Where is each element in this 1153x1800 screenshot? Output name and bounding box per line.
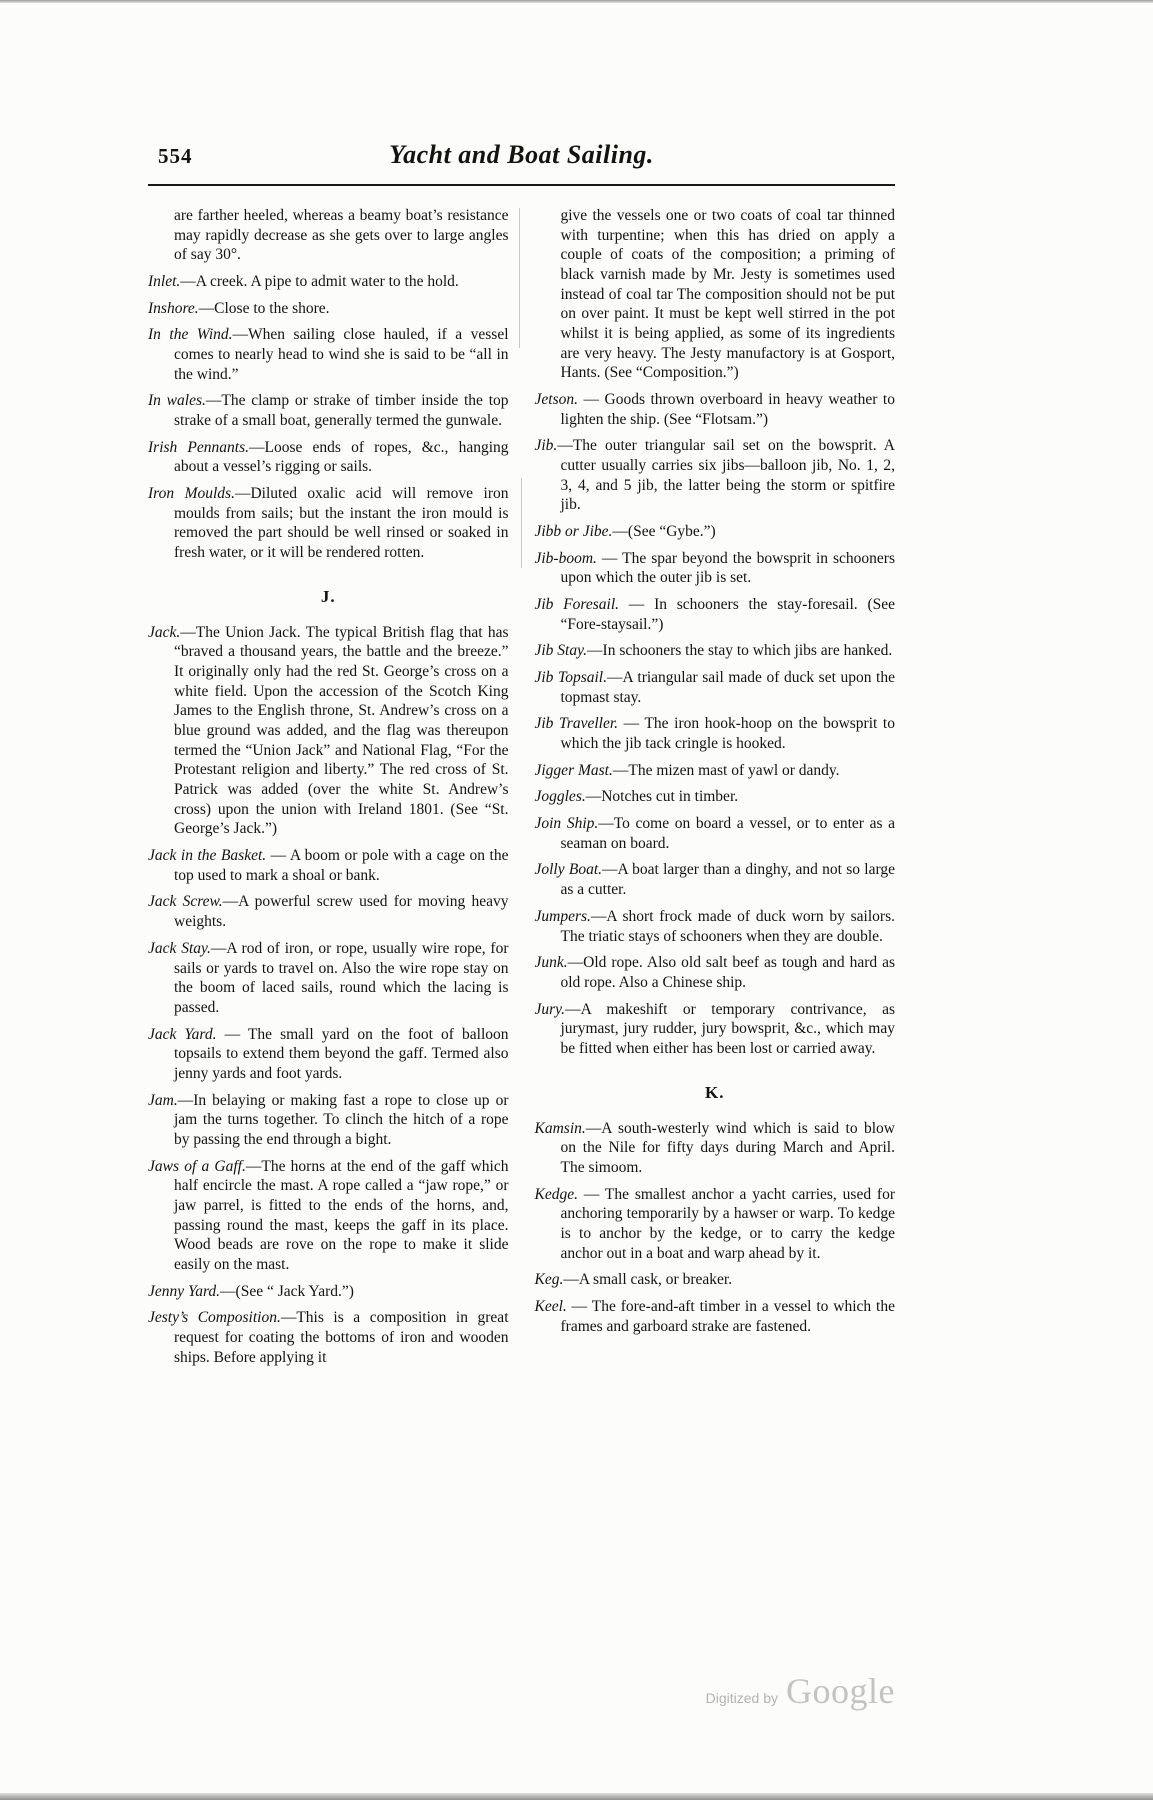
entry-definition: —The Union Jack. The typical British flag that has “braved a thousand years, the battle and the breeze.” It originally only had the red St. George’s cross on a white field. Upon the accession of the Scotch King James to the English throne, St. Andrew’s cross on a blue ground was added, and the flag was thereupon termed the “Union Jack” and National Flag, “For the Protestant religion and liberty.” The red cross of St. Patrick was added (over the white St. Andrew’s cross) upon the union with Ireland 1801. (See “St. George’s Jack.”) — [174, 623, 509, 838]
entry-definition: —Loose ends of ropes, &c., hanging about a vessel’s rigging or sails. — [174, 438, 509, 476]
entry-definition: — The small yard on the foot of balloon topsails to extend them beyond the gaff. Termed also jenny yards and foot yards. — [174, 1025, 509, 1082]
entry-definition: —Close to the shore. — [198, 299, 330, 317]
glossary-entry — [535, 953, 896, 992]
entry-term: Jumpers. — [534, 907, 591, 925]
entry-definition: —A short frock made of duck worn by sailors. The triatic stays of schooners when they are double. — [560, 907, 895, 945]
glossary-entry — [535, 860, 896, 899]
entry-term: Jaws of a Gaff. — [148, 1157, 246, 1175]
glossary-entry — [535, 522, 896, 542]
entry-definition: — The iron hook-hoop on the bowsprit to which the jib tack cringle is hooked. — [560, 715, 895, 753]
glossary-entry — [535, 1297, 896, 1336]
entry-term: Jack Yard. — [148, 1025, 217, 1043]
entry-term: In the Wind. — [148, 326, 233, 344]
glossary-entry — [148, 892, 509, 931]
entry-term: Kamsin. — [534, 1119, 586, 1137]
entry-term: Jack Stay. — [148, 939, 211, 957]
entry-definition: —The clamp or strake of timber inside the top strake of a small boat, generally termed the gunwale. — [174, 392, 509, 430]
entry-definition: —The outer triangular sail set on the bowsprit. A cutter usually carries six jibs—balloon jib, No. 1, 2, 3, 4, and 5 jib, the latter being the storm or spitfire jib. — [557, 437, 895, 514]
glossary-entry — [535, 595, 896, 634]
entry-term: Inlet. — [148, 273, 181, 291]
glossary-entry — [535, 714, 896, 753]
entry-term: Junk. — [534, 954, 568, 972]
entry-definition: — The fore-and-aft timber in a vessel to which the frames and garboard strake are fastened. — [560, 1297, 895, 1335]
google-logo: Google — [786, 1671, 895, 1711]
entry-definition: —This is a composition in great request for coating the bottoms of iron and wooden ships. Before applying it — [174, 1309, 509, 1366]
entry-definition: —A triangular sail made of duck set upon the topmast stay. — [560, 669, 895, 706]
glossary-entry — [148, 272, 509, 292]
entry-definition: —A powerful screw used for moving heavy weights. — [174, 893, 509, 931]
glossary-entry — [148, 1282, 509, 1302]
section-heading: K. — [705, 1082, 725, 1102]
glossary-entry — [535, 390, 896, 429]
glossary-entry — [148, 1025, 509, 1084]
entry-term: Jib Topsail. — [534, 669, 607, 687]
glossary-entry — [535, 641, 896, 661]
glossary-entry — [535, 668, 896, 707]
glossary-entry — [535, 814, 896, 853]
page-title: Yacht and Boat Sailing. — [389, 140, 654, 169]
entry-term: In wales. — [148, 392, 206, 410]
entry-definition: —A rod of iron, or rope, usually wire rope, for sails or yards to travel on. Also the wire rope stay on the boom of laced sails, round which the lacing is passed. — [174, 939, 509, 1016]
entry-term: Jesty’s Composition. — [148, 1309, 281, 1327]
glossary-entry — [535, 907, 896, 946]
column-divider-mark — [519, 208, 520, 348]
column-divider-mark — [521, 478, 522, 568]
entry-definition: —A makeshift or temporary contrivance, as jurymast, jury rudder, jury bowsprit, &c., which may be fitted when either has been lost or carried away. — [560, 1000, 895, 1057]
glossary-entry — [148, 1157, 509, 1275]
text-columns — [148, 206, 895, 1374]
entry-definition: — The spar beyond the bowsprit in schooners upon which the outer jib is set. — [560, 549, 895, 587]
glossary-entry — [148, 438, 509, 477]
glossary-entry — [535, 761, 896, 781]
entry-term: Keg. — [534, 1271, 564, 1289]
digitized-by-label: Digitized by — [705, 1690, 779, 1706]
entry-term: Jam. — [148, 1091, 178, 1109]
entry-term: Jury. — [534, 1000, 566, 1018]
glossary-entry — [535, 1270, 896, 1290]
glossary-entry — [148, 1308, 509, 1367]
entry-term: Inshore. — [148, 299, 199, 317]
section-heading: J. — [320, 586, 336, 606]
entry-definition: — A boom or pole with a cage on the top used to mark a shoal or bank. — [174, 847, 509, 884]
glossary-entry — [148, 846, 509, 885]
glossary-entry — [535, 787, 896, 807]
entry-term: Joggles. — [534, 788, 586, 806]
glossary-entry — [148, 623, 509, 839]
entry-term: Jack. — [148, 623, 181, 641]
page-number: 554 — [158, 144, 193, 168]
entry-term: Jack Screw. — [148, 893, 223, 911]
google-watermark — [706, 1670, 895, 1712]
glossary-entry — [148, 939, 509, 1018]
entry-definition: —(See “Gybe.”) — [612, 523, 716, 541]
entry-term: Jack in the Basket. — [148, 847, 267, 865]
entry-definition: —Notches cut in timber. — [585, 788, 739, 806]
glossary-entry — [535, 1000, 896, 1059]
entry-definition: — The smallest anchor a yacht carries, used for anchoring temporarily by a hawser or warp. To kedge is to anchor by the kedge, or to carry the kedge anchor out in a boat and warp ahead by it. — [560, 1185, 895, 1262]
entry-term: Kedge. — [534, 1185, 578, 1203]
entry-definition: —A boat larger than a dinghy, and not so large as a cutter. — [560, 861, 895, 899]
entry-definition: —A small cask, or breaker. — [563, 1271, 733, 1289]
entry-term: Jenny Yard. — [148, 1282, 221, 1300]
page-header — [148, 140, 895, 176]
entry-term: Jib Traveller. — [534, 715, 619, 733]
continuation-paragraph: are farther heeled, whereas a beamy boat’s resistance may rapidly decrease as she gets over to large angles of say 30°. — [174, 207, 509, 264]
entry-definition: —A creek. A pipe to admit water to the hold. — [180, 273, 459, 291]
continuation-paragraph: give the vessels one or two coats of coal tar thinned with turpentine; when this has dried on apply a couple of coats of the composition; a priming of black varnish made by Mr. Jesty is sometimes used instead of coal tar The composition should not be put on over paint. It must be kept well stirred in the pot whilst it is being applied, as some of its ingredients are very heavy. The Jesty manufactory is at Gosport, Hants. (See “Composition.”) — [560, 207, 895, 382]
glossary-entry — [535, 1185, 896, 1264]
glossary-entry — [535, 436, 896, 515]
entry-term: Jib Foresail. — [534, 596, 620, 614]
entry-term: Join Ship. — [534, 815, 599, 833]
column-right — [535, 206, 896, 1374]
entry-definition: —(See “ Jack Yard.”) — [220, 1282, 354, 1300]
entry-definition: —Old rope. Also old salt beef as tough and hard as old rope. Also a Chinese ship. — [560, 954, 895, 991]
glossary-entry — [535, 549, 896, 588]
entry-term: Jib Stay. — [534, 642, 588, 660]
entry-term: Jibb or Jibe. — [534, 523, 613, 541]
entry-definition: —Diluted oxalic acid will remove iron moulds from sails; but the instant the iron mould is removed the part should be well rinsed or soaked in fresh water, or it will be rendered rotten. — [174, 485, 509, 562]
column-left — [148, 206, 509, 1374]
entry-term: Jib-boom. — [534, 549, 597, 567]
scan-edge-bottom — [0, 1793, 1153, 1800]
glossary-entry — [148, 299, 509, 319]
glossary-entry — [148, 325, 509, 384]
entry-definition: — In schooners the stay-foresail. (See “Fore-staysail.”) — [560, 596, 895, 633]
glossary-entry — [148, 391, 509, 430]
glossary-entry — [148, 484, 509, 563]
entry-definition: —The mizen mast of yawl or dandy. — [612, 761, 840, 779]
entry-definition: —When sailing close hauled, if a vessel comes to nearly head to wind she is said to be “all in the wind.” — [174, 326, 509, 383]
glossary-entry — [148, 1091, 509, 1150]
entry-term: Jib. — [534, 437, 558, 455]
entry-term: Keel. — [534, 1297, 567, 1315]
entry-definition: —In schooners the stay to which jibs are hanked. — [587, 642, 893, 660]
entry-definition: —To come on board a vessel, or to enter as a seaman on board. — [560, 815, 895, 852]
glossary-entry — [535, 1119, 896, 1178]
entry-term: Jigger Mast. — [534, 761, 613, 779]
entry-definition: —In belaying or making fast a rope to close up or jam the turns together. To clinch the hitch of a rope by passing the end through a bight. — [174, 1091, 509, 1148]
entry-term: Jolly Boat. — [534, 861, 603, 879]
entry-term: Iron Moulds. — [148, 485, 235, 503]
entry-definition: — Goods thrown overboard in heavy weather to lighten the ship. (See “Flotsam.”) — [560, 391, 895, 428]
entry-term: Jetson. — [534, 391, 578, 409]
header-rule — [148, 184, 895, 186]
entry-definition: —The horns at the end of the gaff which half encircle the mast. A rope called a “jaw rope,” or jaw parrel, is fitted to the ends of the horns, and, passing round the mast, keeps the gaff in its place. Wood beads are rove on the rope to make it slide easily on the mast. — [174, 1157, 509, 1273]
entry-term: Irish Pennants. — [148, 438, 249, 456]
entry-definition: —A south-westerly wind which is said to blow on the Nile for fifty days during March and April. The simoom. — [560, 1119, 895, 1176]
